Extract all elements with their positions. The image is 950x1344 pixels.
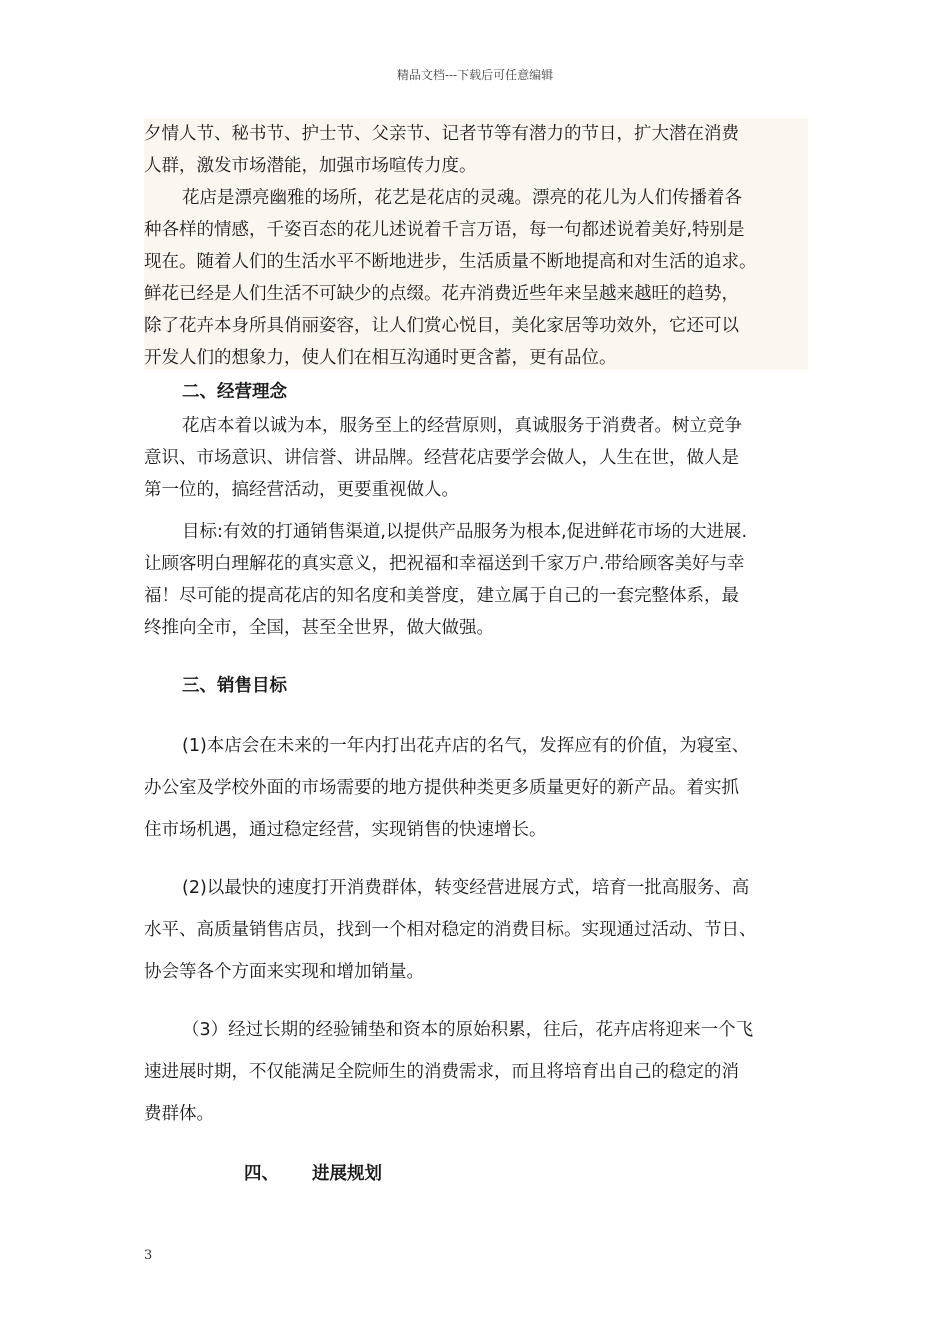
- text-line: 开发人们的想象力，使人们在相互沟通时更含蓄，更有品位。: [144, 348, 617, 368]
- page-header: 精品文档---下载后可任意编辑: [396, 68, 554, 82]
- text-line: 终推向全市，全国，甚至全世界，做大做强。: [144, 618, 494, 638]
- text-line: 花店本着以诚为本，服务至上的经营原则，真诚服务于消费者。树立竞争: [182, 416, 742, 436]
- section-heading: 二、经营理念: [182, 382, 287, 402]
- section-heading: 进展规划: [312, 1164, 382, 1184]
- text-line: 种各样的情感，千姿百态的花儿述说着千言万语，每一句都述说着美好,特别是: [144, 220, 745, 240]
- section-heading-number: 四、: [244, 1164, 279, 1184]
- text-line: 协会等各个方面来实现和增加销量。: [144, 962, 424, 982]
- text-line: (1)本店会在未来的一年内打出花卉店的名气，发挥应有的价值，为寝室、: [182, 736, 750, 756]
- text-line: 花店是漂亮幽雅的场所，花艺是花店的灵魂。漂亮的花儿为人们传播着各: [182, 188, 742, 208]
- text-line: (2)以最快的速度打开消费群体，转变经营进展方式，培育一批高服务、高: [182, 878, 750, 898]
- text-line: 让顾客明白理解花的真实意义，把祝福和幸福送到千家万户.带给顾客美好与幸: [144, 554, 745, 574]
- section-heading: 三、销售目标: [182, 676, 287, 696]
- text-line: 鲜花已经是人们生活不可缺少的点缀。花卉消费近些年来呈越来越旺的趋势，: [144, 284, 739, 304]
- text-line: 福！尽可能的提高花店的知名度和美誉度，建立属于自己的一套完整体系，最: [144, 586, 739, 606]
- text-line: 费群体。: [144, 1104, 214, 1124]
- text-line: 人群，激发市场潜能，加强市场喧传力度。: [144, 156, 477, 176]
- text-line: 现在。随着人们的生活水平不断地进步，生活质量不断地提高和对生活的追求。: [144, 252, 757, 272]
- text-line: 夕情人节、秘书节、护士节、父亲节、记者节等有潜力的节日，扩大潜在消费: [144, 124, 739, 144]
- text-line: 住市场机遇，通过稳定经营，实现销售的快速增长。: [144, 820, 547, 840]
- text-line: 速进展时期，不仅能满足全院师生的消费需求，而且将培育出自己的稳定的消: [144, 1062, 739, 1082]
- text-line: （3）经过长期的经验铺垫和资本的原始积累，往后，花卉店将迎来一个飞: [182, 1020, 754, 1040]
- text-line: 目标:有效的打通销售渠道,以提供产品服务为根本,促进鲜花市场的大进展.: [182, 522, 748, 542]
- text-line: 意识、市场意识、讲信誉、讲品牌。经营花店要学会做人，人生在世，做人是: [144, 448, 739, 468]
- page-number: 3: [144, 1248, 153, 1263]
- text-line: 办公室及学校外面的市场需要的地方提供种类更多质量更好的新产品。着实抓: [144, 778, 739, 798]
- text-line: 水平、高质量销售店员，找到一个相对稳定的消费目标。实现通过活动、节日、: [144, 920, 757, 940]
- text-line: 除了花卉本身所具俏丽姿容，让人们赏心悦目，美化家居等功效外，它还可以: [144, 316, 739, 336]
- text-line: 第一位的，搞经营活动，更要重视做人。: [144, 480, 459, 500]
